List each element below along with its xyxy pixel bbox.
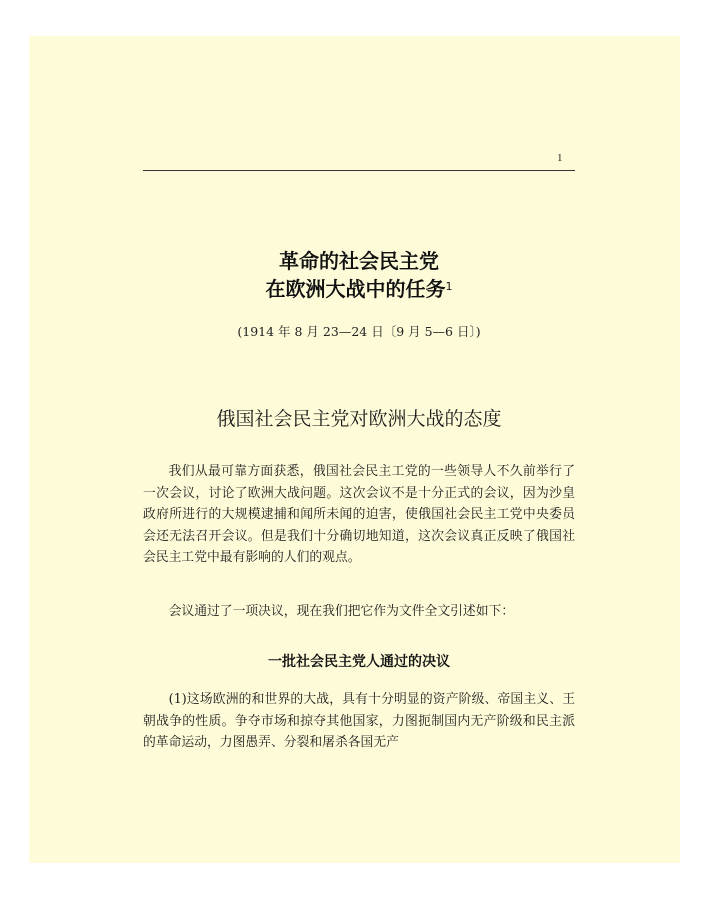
title-line-1: 革命的社会民主党 [279, 249, 439, 273]
paragraph-3: (1)这场欧洲的和世界的大战，具有十分明显的资产阶级、帝国主义、王朝战争的性质。争夺市场和掠夺其他国家，力图扼制国内无产阶级和民主派的革命运动，力图愚弄、分裂和屠杀各国无产 [143, 692, 575, 751]
paragraph-1: 我们从最可靠方面获悉，俄国社会民主工党的一些领导人不久前举行了一次会议，讨论了欧洲大战问题。这次会议不是十分正式的会议，因为沙皇政府所进行的大规模逮捕和闻所未闻的迫害，使俄国社会民主工党中央委员会还无法召开会议。但是我们十分确切地知道，这次会议真正反映了俄国社会民主工党中最有影响的人们的观点。 [143, 464, 575, 566]
resolution-heading: 一批社会民主党人通过的决议 [268, 654, 450, 670]
paragraph-2: 会议通过了一项决议，现在我们把它作为文件全文引述如下： [168, 604, 515, 619]
header-rule [143, 170, 575, 171]
page-title [143, 247, 575, 303]
footnote-marker[interactable]: 1 [445, 280, 453, 293]
page-number: 1 [557, 152, 563, 164]
title-line-2-text: 在欧洲大战中的任务 [265, 277, 446, 301]
date-line: (1914 年 8 月 23—24 日〔9 月 5—6 日〕) [237, 324, 481, 339]
title-line-2 [143, 275, 575, 303]
section-heading: 俄国社会民主党对欧洲大战的态度 [216, 408, 502, 430]
